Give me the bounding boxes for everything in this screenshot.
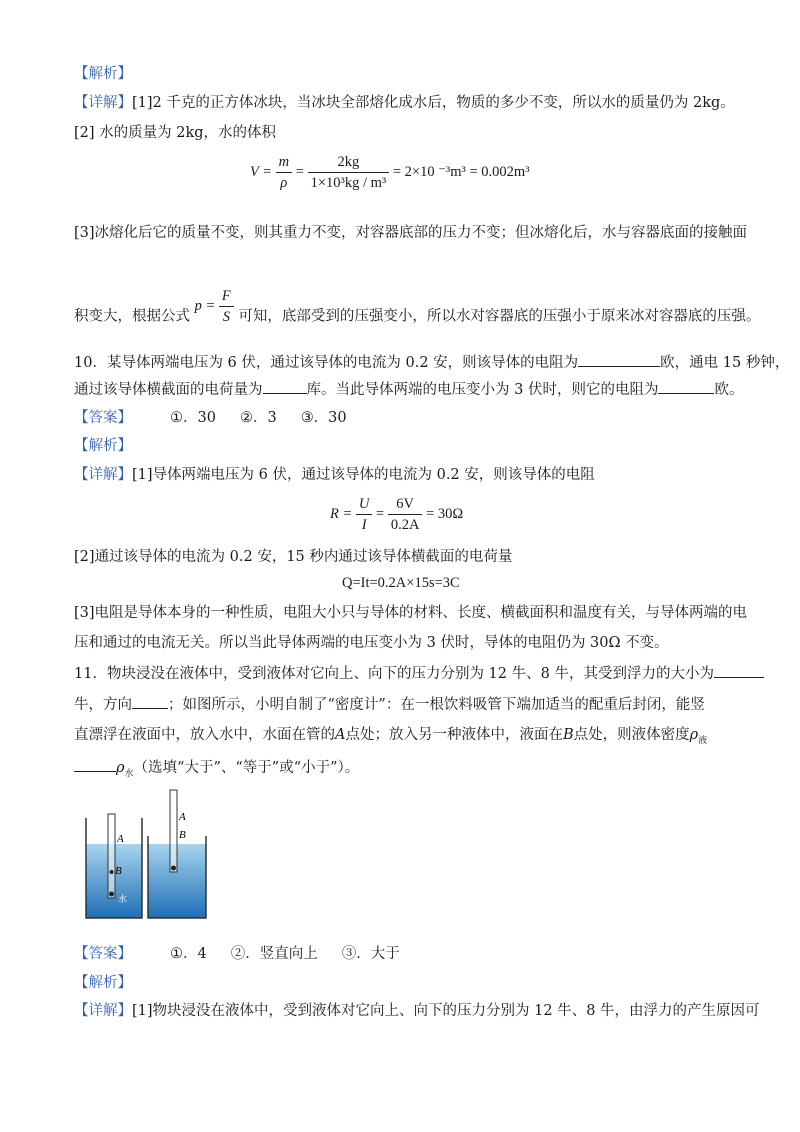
detail-line [74, 465, 595, 485]
eq-part: V = [250, 163, 273, 180]
answer-3: ③．大于 [341, 946, 400, 962]
numerator: 2kg [308, 152, 390, 173]
answer-3: ③．30 [300, 410, 347, 426]
eq-part: = 30Ω [426, 505, 464, 522]
q11-line [74, 757, 359, 784]
numerator: F [219, 286, 234, 307]
label-B-right: B [179, 829, 186, 841]
text: 点处，则液体密度 [573, 727, 690, 743]
text: [1]2 千克的正方体冰块，当冰块全部熔化成水后，物质的多少不变，所以水的质量仍为 2kg。 [132, 95, 735, 111]
right-container [148, 790, 206, 918]
text-line: 压和通过的电流无关。所以当此导体两端的电压变小为 3 伏时，导体的电阻仍为 30Ω 不变。 [74, 635, 669, 651]
denominator: I [361, 517, 367, 533]
answer-blank [132, 694, 168, 709]
numerator: U [356, 494, 372, 515]
numerator: m [276, 152, 292, 173]
detail-tag: 【详解】 [74, 467, 132, 483]
point-label: A [335, 727, 346, 743]
answer-tag: 【答案】 [74, 410, 132, 426]
pressure-formula [195, 286, 234, 327]
answer-1: ①．4 [170, 946, 207, 962]
text: 积变大，根据公式 [74, 308, 190, 325]
q11-line [74, 663, 764, 684]
numerator: 6V [388, 494, 423, 515]
answer-blank [714, 663, 764, 678]
fraction [219, 286, 234, 327]
eq-part: R = [330, 505, 353, 522]
answer-blank [658, 379, 714, 394]
detail-tag: 【详解】 [74, 1003, 132, 1019]
analysis-tag: 【解析】 [74, 975, 132, 991]
detail-line [74, 1001, 760, 1021]
label-A-right: A [179, 811, 186, 823]
q11-line [74, 725, 707, 751]
q10-answer [74, 408, 347, 428]
text-line: [3]冰熔化后它的质量不变，则其重力不变，对容器底部的压力不变；但冰熔化后，水与容器底面的接触面 [74, 225, 748, 241]
fraction [356, 494, 372, 535]
charge-equation: Q=It=0.2A×15s=3C [342, 575, 460, 591]
text: 可知，底部受到的压强变小，所以水对容器底的压强小于原来冰对容器底的压强。 [238, 308, 761, 325]
left-container [86, 814, 142, 918]
label-water: 水 [118, 895, 128, 905]
text: （选填“大于”、“等于”或“小于”）。 [133, 760, 360, 776]
text-line: [2] 水的质量为 2kg，水的体积 [74, 125, 277, 141]
volume-equation [250, 152, 530, 193]
text: 11．物块浸没在液体中，受到液体对它向上、向下的压力分别为 12 牛、8 牛，其受到浮力的大小为 [74, 666, 714, 682]
text: 点处；放入另一种液体中，液面在 [345, 727, 563, 743]
rho-symbol: ρ [689, 727, 699, 743]
resistance-equation [330, 494, 463, 535]
rho-symbol: ρ [116, 760, 125, 776]
answer-blank [578, 352, 660, 367]
eq-part: = [376, 505, 385, 522]
density-meter-figure [80, 788, 220, 920]
text: 直漂浮在液面中，放入水中，水面在管的 [74, 727, 335, 743]
text: ；如图所示，小明自制了“密度计”：在一根饮料吸管下端加适当的配重后封闭，能竖 [168, 697, 705, 713]
analysis-tag: 【解析】 [74, 438, 132, 454]
detail-line [74, 93, 735, 113]
text-line [74, 288, 761, 337]
text: 欧。 [714, 382, 744, 398]
fraction [308, 152, 390, 193]
text-line: [3]电阻是导体本身的一种性质，电阻大小只与导体的材料、长度、横截面积和温度有关，与导体两端的电 [74, 605, 748, 621]
denominator: 0.2A [390, 517, 420, 533]
q11-answer [74, 944, 400, 964]
label-B-left: B [115, 865, 122, 877]
denominator: S [222, 309, 230, 325]
text: [1]导体两端电压为 6 伏，通过该导体的电流为 0.2 安，则该导体的电阻 [132, 467, 595, 483]
answer-2: ②．竖直向上 [230, 946, 318, 962]
denominator: 1×10³kg / m³ [310, 175, 387, 191]
q10-line [74, 352, 789, 373]
text: 牛，方向 [74, 697, 132, 713]
answer-2: ②．3 [239, 410, 277, 426]
answer-1: ①．30 [170, 410, 216, 426]
subscript: 水 [124, 768, 134, 779]
subscript: 液 [698, 735, 708, 746]
text: 欧，通电 15 秒钟， [660, 355, 790, 371]
answer-tag: 【答案】 [74, 946, 132, 962]
fraction [388, 494, 423, 535]
detail-tag: 【详解】 [74, 95, 132, 111]
point-label: B [562, 727, 574, 743]
q11-line [74, 694, 705, 715]
eq-part: p = [194, 297, 216, 314]
text-line: [2]通过该导体的电流为 0.2 安，15 秒内通过该导体横截面的电荷量 [74, 549, 513, 565]
eq-part: = [295, 163, 304, 180]
text: 库。当此导体两端的电压变小为 3 伏时，则它的电阻为 [306, 382, 659, 398]
text: 10．某导体两端电压为 6 伏，通过该导体的电流为 0.2 安，则该导体的电阻为 [74, 355, 579, 371]
analysis-tag: 【解析】 [74, 66, 132, 82]
eq-part: = 2×10 ⁻³m³ = 0.002m³ [392, 163, 530, 180]
answer-blank [263, 379, 307, 394]
q10-line [74, 379, 743, 400]
text: [1]物块浸没在液体中，受到液体对它向上、向下的压力分别为 12 牛、8 牛，由浮力的产生原因可 [132, 1003, 760, 1019]
answer-blank [74, 757, 116, 772]
fraction [276, 152, 292, 193]
denominator: ρ [280, 175, 288, 191]
label-A-left: A [117, 833, 124, 845]
text: 通过该导体横截面的电荷量为 [74, 382, 263, 398]
